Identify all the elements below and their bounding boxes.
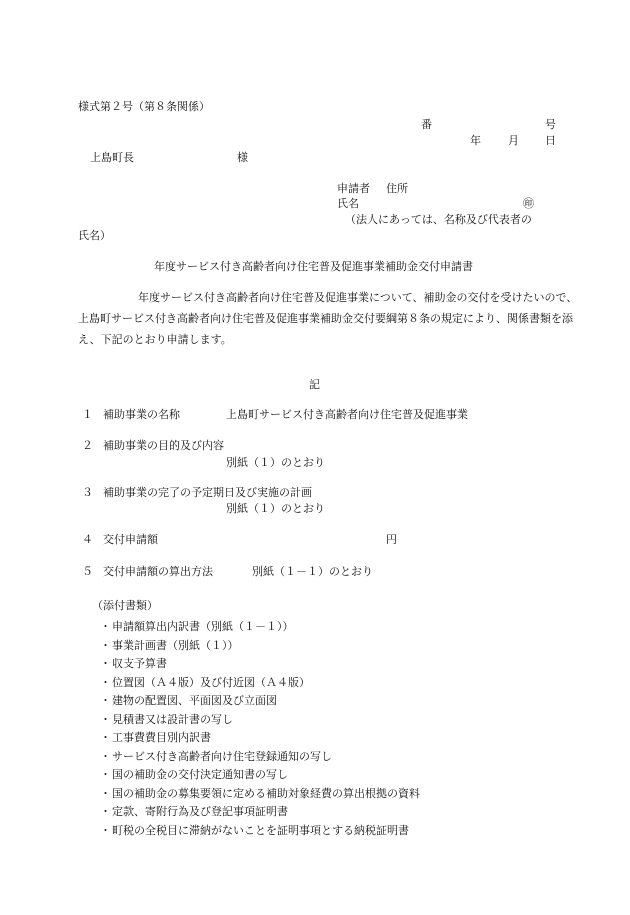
bullet: ・ — [100, 675, 111, 689]
list-item-text: 国の補助金の交付決定通知書の写し — [112, 768, 288, 781]
list-item-text: サービス付き高齢者向け住宅登録通知の写し — [112, 749, 332, 763]
corporate-note-cont: 氏名） — [78, 229, 111, 242]
list-item-text: 定款、寄附行為及び登記事項証明書 — [112, 805, 288, 818]
list-item — [100, 711, 420, 730]
item-value: 上島町サービス付き高齢者向け住宅普及促進事業 — [226, 408, 468, 421]
bullet: ・ — [100, 823, 111, 837]
list-item — [100, 803, 420, 822]
list-item-text: 事業計画書（別紙（１）） — [112, 638, 239, 652]
bullet: ・ — [100, 638, 111, 652]
bullet: ・ — [100, 620, 111, 633]
bullet: ・ — [100, 657, 111, 670]
list-item — [100, 766, 420, 785]
item-value: 別紙（１）のとおり — [226, 456, 325, 469]
corporate-note: （法人にあっては、名称及び代表者の — [345, 213, 532, 226]
list-item-text: 工事費費目別内訳書 — [112, 731, 211, 744]
applicant-role: 申請者 — [337, 182, 370, 195]
document-title: 年度サービス付き高齢者向け住宅普及促進事業補助金交付申請書 — [154, 260, 473, 273]
item-label: 補助事業の名称 — [103, 408, 180, 421]
item-number: ５ — [82, 565, 93, 578]
item-number: ４ — [82, 533, 93, 546]
body-paragraph: 年度サービス付き高齢者向け住宅普及促進事業について、補助金の交付を受けたいので、上島町サービス付き高齢者向け住宅普及促進事業補助金交付要綱第８条の規定により、関係書類を添え、下記のとおり申請します。 — [78, 291, 578, 346]
addressee-name: 上島町長 — [90, 151, 134, 164]
list-item-text: 見積書又は設計書の写し — [112, 712, 233, 726]
list-item — [100, 655, 420, 674]
list-item — [100, 748, 420, 767]
item-number: ３ — [82, 486, 93, 499]
attachments-heading: （添付書類） — [92, 599, 158, 612]
item-label: 交付申請額 — [103, 533, 158, 546]
list-item — [100, 692, 420, 711]
bullet: ・ — [100, 768, 111, 781]
list-item-text: 収支予算書 — [112, 657, 167, 670]
item-value: 別紙（１－１）のとおり — [252, 565, 373, 578]
list-item — [100, 674, 420, 693]
bullet: ・ — [100, 694, 111, 707]
form-label: 様式第２号（第８条関係） — [78, 100, 210, 113]
bullet: ・ — [100, 749, 111, 763]
list-item-text: 申請額算出内訳書（別紙（１－１）） — [112, 620, 294, 633]
list-item-text: 位置図（Ａ４版）及び付近図（Ａ４版） — [112, 675, 310, 689]
ki-heading: 記 — [309, 378, 320, 391]
list-item-text: 町税の全税目に滞納がないことを証明事項とする納税証明書 — [112, 823, 409, 837]
item-number: ２ — [82, 439, 93, 452]
bullet: ・ — [100, 805, 111, 818]
list-item — [100, 729, 420, 748]
attachments-list — [100, 618, 420, 840]
list-item — [100, 822, 420, 841]
date-year: 年 — [470, 134, 481, 147]
applicant-name-label: 氏名 — [337, 197, 359, 210]
bullet: ・ — [100, 786, 111, 800]
item-number: １ — [82, 408, 93, 421]
item-label: 補助事業の目的及び内容 — [103, 439, 224, 452]
bullet: ・ — [100, 731, 111, 744]
date-day: 日 — [545, 134, 556, 147]
item-label: 交付申請額の算出方法 — [103, 565, 213, 578]
date-month: 月 — [508, 134, 519, 147]
number-suffix: 号 — [545, 118, 556, 131]
seal-mark: ㊞ — [523, 197, 534, 210]
bullet: ・ — [100, 712, 111, 726]
item-label: 補助事業の完了の予定期日及び実施の計画 — [103, 486, 312, 499]
applicant-address-label: 住所 — [386, 182, 408, 195]
list-item — [100, 785, 420, 804]
list-item — [100, 618, 420, 637]
list-item-text: 建物の配置図、平面図及び立面図 — [112, 694, 277, 707]
list-item — [100, 637, 420, 656]
number-label: 番 — [421, 118, 432, 131]
addressee-honorific: 様 — [237, 151, 248, 164]
list-item-text: 国の補助金の募集要領に定める補助対象経費の算出根拠の資料 — [112, 786, 420, 800]
item-value: 円 — [386, 533, 397, 546]
item-value: 別紙（１）のとおり — [226, 502, 325, 515]
